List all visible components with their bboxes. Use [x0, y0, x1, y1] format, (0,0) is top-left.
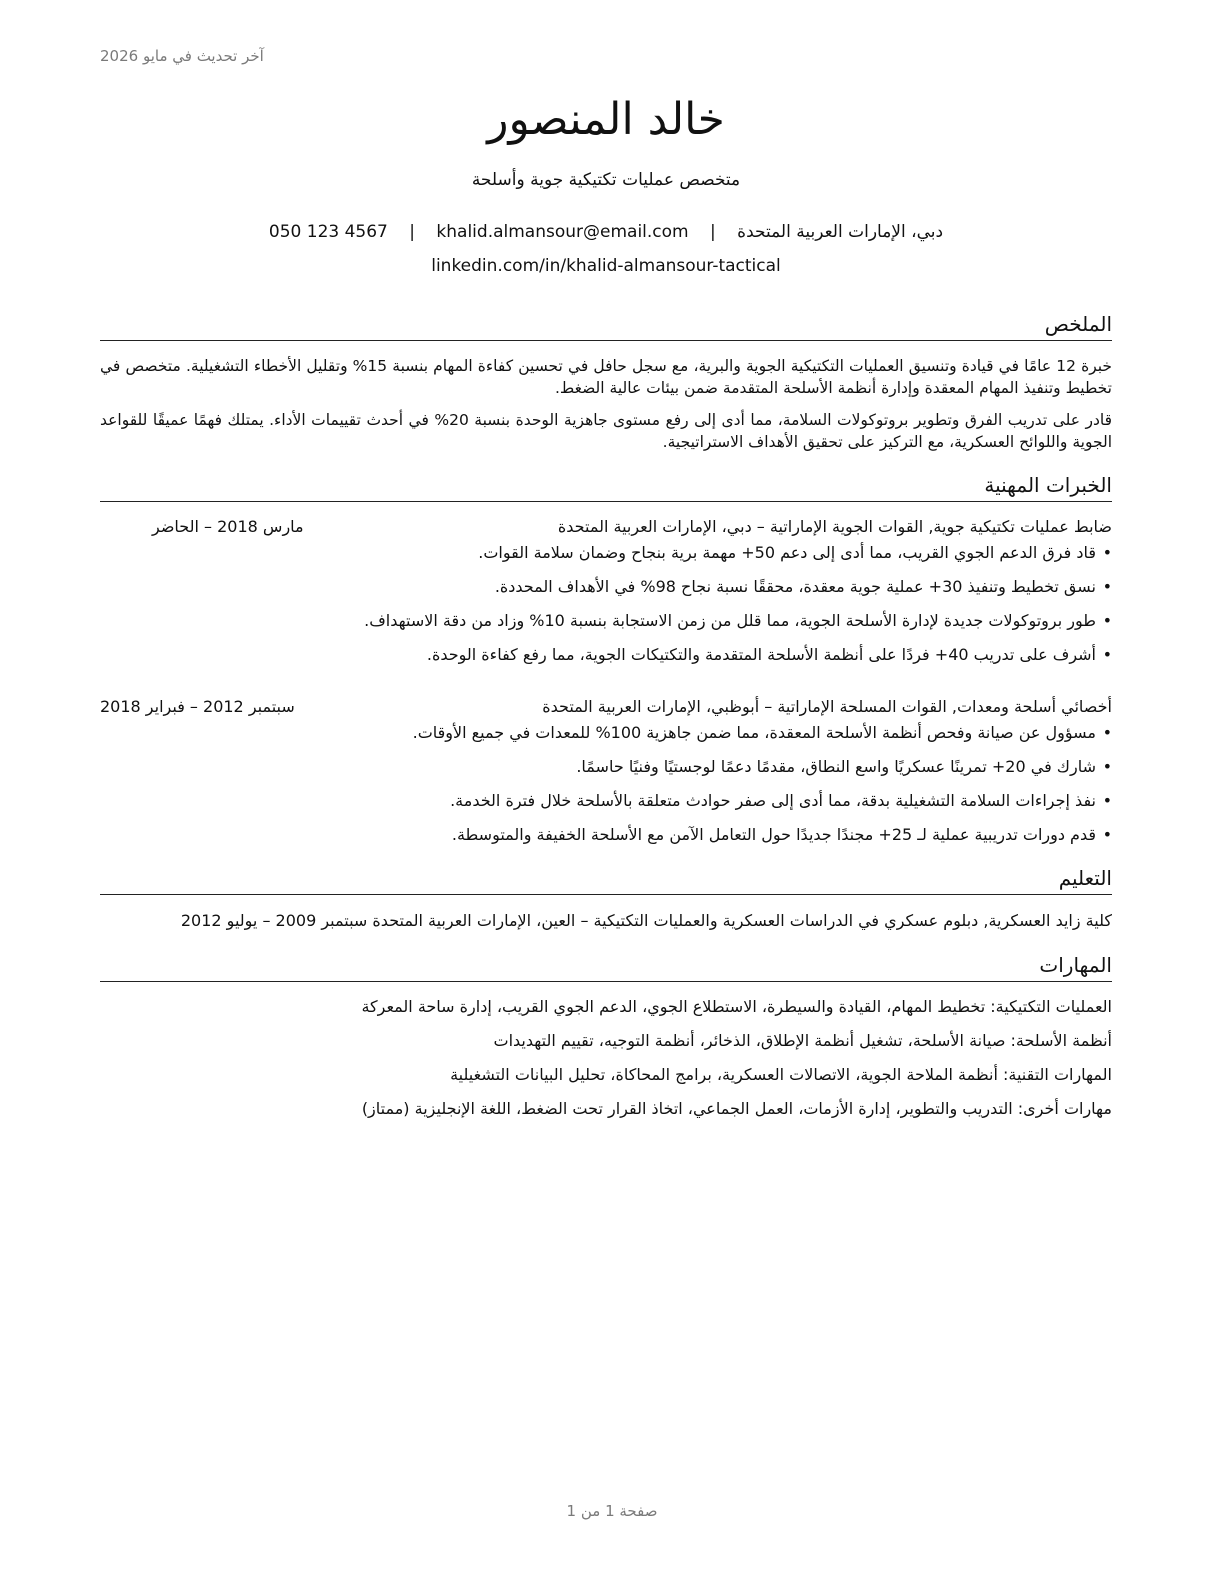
job-header [100, 696, 1112, 718]
page-number: صفحة 1 من 1 [566, 1502, 658, 1520]
bullet-text: طور بروتوكولات جديدة لإدارة الأسلحة الجوية، مما قلل من زمن الاستجابة بنسبة 10% وزاد من دقة الاستهداف. [364, 611, 1096, 630]
resume-header [100, 92, 1112, 278]
job-dates [100, 516, 558, 538]
skills-section [100, 951, 1112, 1120]
education-entry [100, 909, 1112, 933]
job-header [100, 516, 1112, 538]
list-item [100, 756, 1112, 778]
skill-line: مهارات أخرى: التدريب والتطوير، إدارة الأزمات، العمل الجماعي، اتخاذ القرار تحت الضغط، اللغة الإنجليزية (ممتاز) [361, 1099, 1112, 1118]
job-dates-text: سبتمبر 2012 – فبراير 2018 [100, 697, 295, 716]
skill-line: العمليات التكتيكية: تخطيط المهام، القيادة والسيطرة، الاستطلاع الجوي، الدعم الجوي القريب، إدارة ساحة المعركة [361, 997, 1112, 1016]
bullet-dot: • [1102, 577, 1112, 596]
bullet-dot: • [1102, 723, 1112, 742]
contact-email[interactable]: khalid.almansour@email.com [436, 222, 689, 242]
summary-section [100, 310, 1112, 453]
section-heading-education: التعليم [100, 864, 1112, 895]
last-updated-note: آخر تحديث في مايو 2026 [100, 47, 264, 65]
candidate-name: خالد المنصور [487, 94, 725, 145]
job-bullets [100, 722, 1112, 846]
education-dates: سبتمبر 2009 – يوليو 2012 [180, 911, 368, 930]
bullet-dot: • [1102, 543, 1112, 562]
list-item [100, 824, 1112, 846]
section-heading-summary: الملخص [100, 310, 1112, 341]
resume-body [100, 310, 1112, 1120]
skill-line: المهارات التقنية: أنظمة الملاحة الجوية، الاتصالات العسكرية، برامج المحاكاة، تحليل البيانات التشغيلية [450, 1065, 1112, 1084]
skill-line: أنظمة الأسلحة: صيانة الأسلحة، تشغيل أنظمة الإطلاق، الذخائر، أنظمة التوجيه، تقييم التهديدات [493, 1031, 1112, 1050]
list-item [100, 722, 1112, 744]
bullet-text: أشرف على تدريب 40+ فردًا على أنظمة الأسلحة المتقدمة والتكتيكات الجوية، مما رفع كفاءة الوحدة. [426, 645, 1096, 664]
list-item [100, 610, 1112, 632]
contact-separator: | [409, 222, 416, 242]
job-role: ضابط عمليات تكتيكية جوية, القوات الجوية الإماراتية – دبي، الإمارات العربية المتحدة [557, 517, 1112, 536]
list-item [100, 542, 1112, 564]
contact-separator: | [710, 222, 716, 242]
bullet-dot: • [1102, 825, 1112, 844]
contact-linkedin[interactable]: linkedin.com/in/khalid-almansour-tactical [431, 256, 781, 276]
section-heading-experience: الخبرات المهنية [100, 471, 1112, 502]
job-entry [100, 516, 1112, 666]
bullet-text: نفذ إجراءات السلامة التشغيلية بدقة، مما أدى إلى صفر حوادث متعلقة بالأسلحة خلال فترة الخدمة. [450, 791, 1096, 810]
bullet-text: شارك في 20+ تمرينًا عسكريًا واسع النطاق، مقدمًا دعمًا لوجستيًا وفنيًا حاسمًا. [576, 757, 1096, 776]
summary-paragraph: خبرة 12 عامًا في قيادة وتنسيق العمليات التكتيكية الجوية والبرية، مع سجل حافل في تحسين كفاءة المهام بنسبة 15% وتقليل الأخطاء التشغيلية. متخصص في تخطيط وتنفيذ المهام المعقدة وإدارة أنظمة الأسلحة المتقدمة ضمن بيئات عالية الضغط. [100, 357, 1113, 397]
list-item [100, 790, 1112, 812]
bullet-dot: • [1102, 791, 1112, 810]
section-heading-skills: المهارات [100, 951, 1112, 982]
experience-section [100, 471, 1112, 846]
contact-phone: 050 123 4567 [268, 222, 388, 242]
contact-line [100, 220, 1112, 244]
list-item [100, 576, 1112, 598]
summary-paragraph: قادر على تدريب الفرق وتطوير بروتوكولات السلامة، مما أدى إلى رفع مستوى جاهزية الوحدة بنسبة 20% في أحدث تقييمات الأداء. يمتلك فهمًا عميقًا للقواعد الجوية واللوائح العسكرية، مع التركيز على تحقيق الأهداف الاستراتيجية. [100, 411, 1112, 451]
bullet-text: قدم دورات تدريبية عملية لـ 25+ مجندًا جديدًا حول التعامل الآمن مع الأسلحة الخفيفة والمتوسطة. [451, 825, 1096, 844]
bullet-text: قاد فرق الدعم الجوي القريب، مما أدى إلى دعم 50+ مهمة برية بنجاح وضمان سلامة القوات. [478, 543, 1096, 562]
job-dates [100, 696, 542, 718]
education-text: كلية زايد العسكرية, دبلوم عسكري في الدراسات العسكرية والعمليات التكتيكية – العين، الإمارات العربية المتحدة [372, 911, 1112, 930]
job-role: أخصائي أسلحة ومعدات, القوات المسلحة الإماراتية – أبوظبي، الإمارات العربية المتحدة [542, 697, 1112, 716]
education-section [100, 864, 1112, 933]
bullet-dot: • [1102, 611, 1112, 630]
list-item [100, 644, 1112, 666]
job-dates-text: مارس 2018 – الحاضر [152, 517, 304, 536]
job-bullets [100, 542, 1112, 666]
candidate-title: متخصص عمليات تكتيكية جوية وأسلحة [471, 170, 741, 190]
job-entry [100, 696, 1112, 846]
bullet-text: نسق تخطيط وتنفيذ 30+ عملية جوية معقدة، محققًا نسبة نجاح 98% في الأهداف المحددة. [494, 577, 1096, 596]
bullet-dot: • [1102, 757, 1112, 776]
bullet-text: مسؤول عن صيانة وفحص أنظمة الأسلحة المعقدة، مما ضمن جاهزية 100% للمعدات في جميع الأوقات. [412, 723, 1096, 742]
contact-location: دبي، الإمارات العربية المتحدة [737, 222, 944, 242]
bullet-dot: • [1102, 645, 1112, 664]
